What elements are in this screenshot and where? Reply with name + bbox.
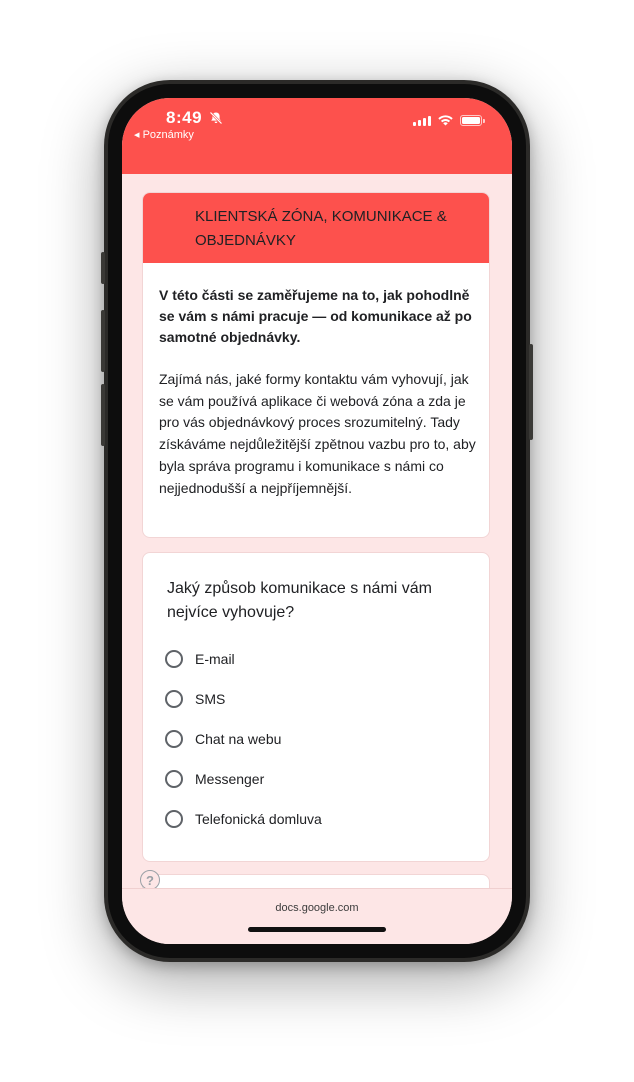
silent-switch: [101, 252, 105, 284]
option-label: Chat na webu: [195, 731, 282, 747]
radio-button[interactable]: [165, 690, 183, 708]
section-title: KLIENTSKÁ ZÓNA, KOMUNIKACE & OBJEDNÁVKY: [195, 208, 447, 249]
status-time: 8:49: [166, 108, 203, 127]
volume-down-button: [101, 384, 105, 446]
battery-icon: [460, 115, 482, 126]
option-label: E-mail: [195, 651, 235, 667]
radio-button[interactable]: [165, 730, 183, 748]
status-icons: [413, 114, 482, 126]
status-bar: [122, 98, 512, 174]
radio-button[interactable]: [165, 810, 183, 828]
section-header-card: [142, 192, 490, 538]
form-content: [122, 174, 512, 888]
question-title: Jaký způsob komunikace s námi vám nejvíce vyhovuje?: [167, 580, 432, 621]
section-description: Zajímá nás, jaké formy kontaktu vám vyhovují, jak se vám používá aplikace či webová zóna a zda je pro vás objednávkový proces srozumitelný. Tady získáváme nejdůležitější zpětnou vazbu pro to, aby byla správa programu i komunikace s námi co nejjednodušší a nejpříjemnější.: [159, 371, 476, 496]
section-header-band: [143, 193, 489, 263]
home-indicator[interactable]: [248, 927, 386, 932]
phone-frame: [104, 80, 530, 962]
radio-option-sms[interactable]: [165, 687, 225, 711]
help-icon[interactable]: ?: [140, 870, 160, 888]
back-to-notes-link[interactable]: ◂ Poznámky: [134, 129, 194, 141]
option-label: Telefonická domluva: [195, 811, 322, 827]
next-question-card: [142, 874, 490, 888]
option-label: Messenger: [195, 771, 265, 787]
section-intro-bold: V této části se zaměřujeme na to, jak pohodlně se vám s námi pracuje — od komunikace až po samotné objednávky.: [159, 287, 472, 345]
wifi-icon: [437, 114, 454, 126]
bell-slash-icon: [209, 111, 223, 125]
radio-button[interactable]: [165, 650, 183, 668]
radio-option-web-chat[interactable]: [165, 727, 281, 751]
browser-bottom-bar: [122, 888, 512, 944]
question-card: [142, 552, 490, 862]
radio-option-phone-call[interactable]: [165, 807, 322, 831]
option-label: SMS: [195, 691, 226, 707]
radio-button[interactable]: [165, 770, 183, 788]
volume-up-button: [101, 310, 105, 372]
power-button: [529, 344, 533, 440]
screen: [122, 98, 512, 944]
url-bar[interactable]: docs.google.com: [275, 902, 359, 914]
radio-option-messenger[interactable]: [165, 767, 264, 791]
cellular-signal-icon: [413, 115, 431, 126]
radio-option-email[interactable]: [165, 647, 235, 671]
